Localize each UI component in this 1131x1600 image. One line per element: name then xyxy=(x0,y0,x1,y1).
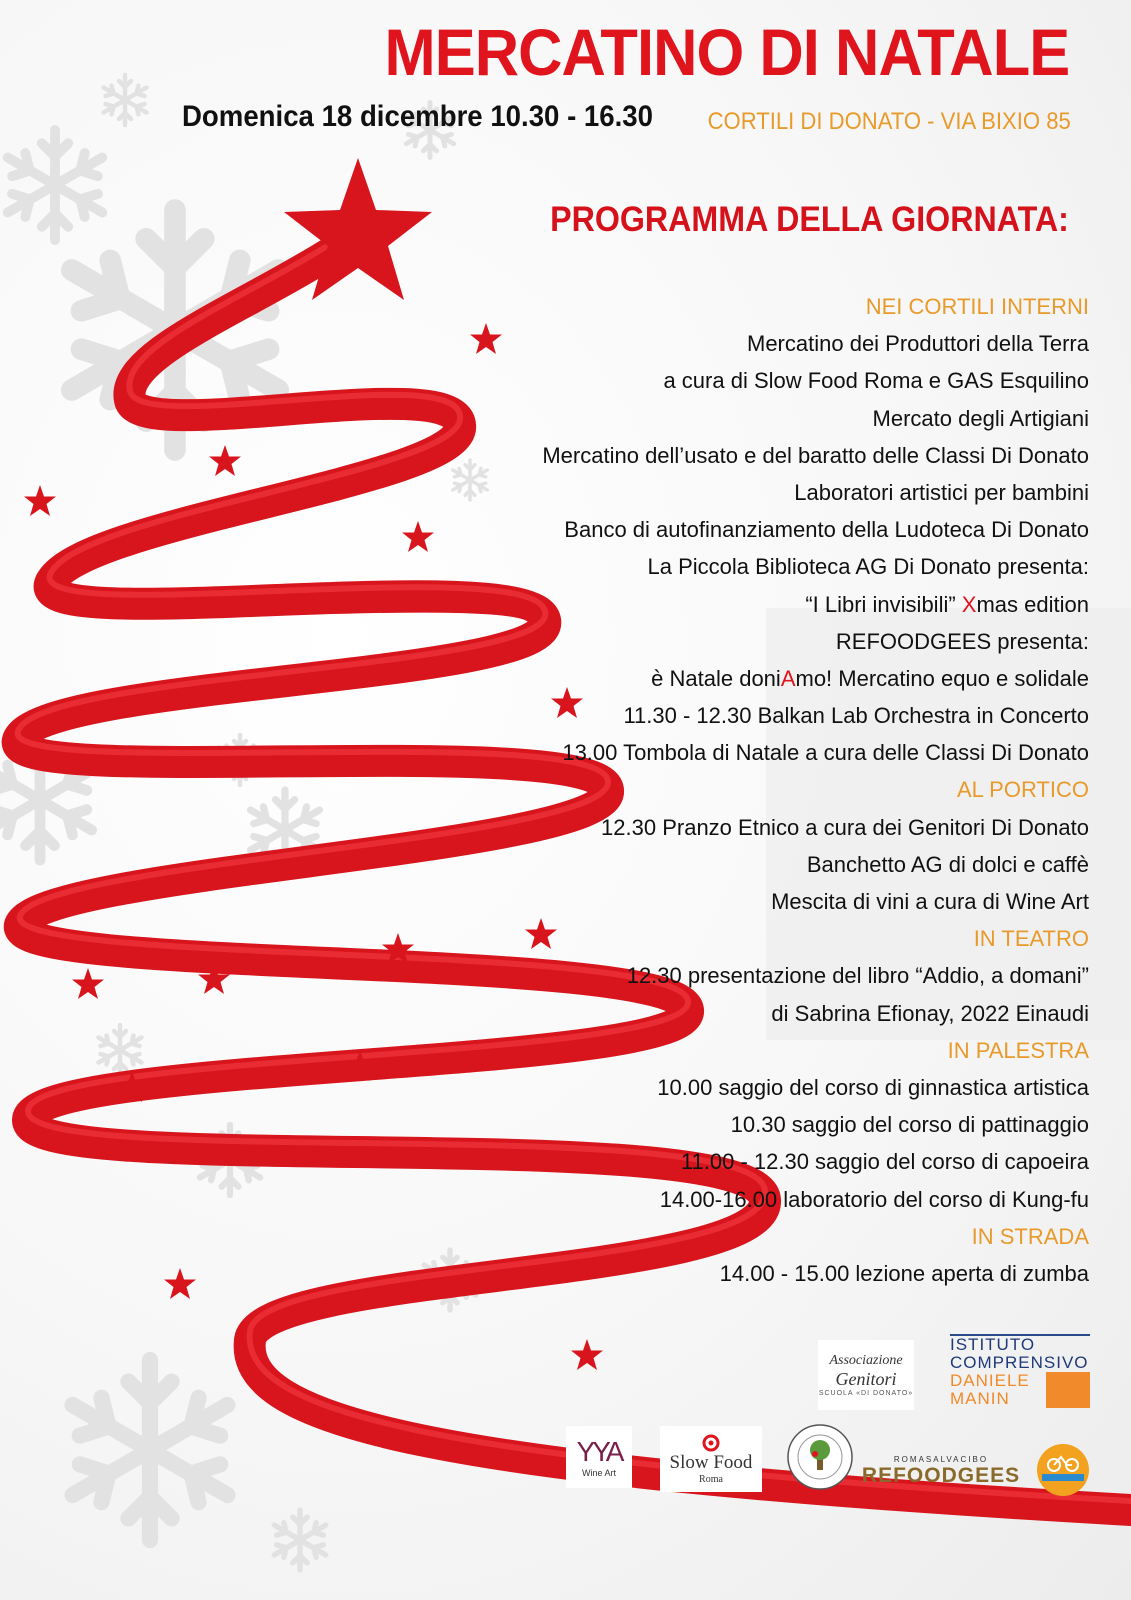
program-section-heading: IN PALESTRA xyxy=(947,1037,1089,1063)
ic-logo-orange-block xyxy=(1046,1372,1090,1408)
event-location: CORTILI DI DONATO - VIA BIXIO 85 xyxy=(707,108,1071,135)
program-item-before-text: è Natale doni xyxy=(651,665,781,691)
program-item: La Piccola Biblioteca AG Di Donato presenta: xyxy=(647,554,1089,580)
program-list xyxy=(369,288,1089,1292)
program-item: Laboratori artistici per bambini xyxy=(794,479,1089,505)
ic-logo-line3: DANIELE xyxy=(950,1371,1030,1390)
program-item: 10.30 saggio del corso di pattinaggio xyxy=(730,1112,1089,1138)
refoodgees-top-text: ROMASALVACIBO xyxy=(893,1454,989,1464)
program-item: REFOODGEES presenta: xyxy=(835,628,1089,654)
program-item xyxy=(369,586,1089,623)
program-item: 11.30 - 12.30 Balkan Lab Orchestra in Concerto xyxy=(623,703,1089,729)
program-item: 13.00 Tombola di Natale a cura delle Classi Di Donato xyxy=(562,740,1089,766)
program-item xyxy=(369,660,1089,697)
program-item: 11.00 - 12.30 saggio del corso di capoeira xyxy=(680,1149,1089,1175)
ic-logo-line2: COMPRENSIVO xyxy=(950,1353,1089,1372)
program-section-heading: IN TEATRO xyxy=(973,926,1089,952)
page-title: MERCATINO DI NATALE xyxy=(384,15,1069,89)
salviciclisti-logo xyxy=(1036,1443,1090,1497)
ic-logo-line4: MANIN xyxy=(950,1389,1010,1408)
program-item-after-text: mas edition xyxy=(976,591,1089,617)
program-item: Banco di autofinanziamento della Ludoteca Di Donato xyxy=(564,517,1089,543)
program-section-heading: AL PORTICO xyxy=(956,777,1089,803)
slow-food-logo xyxy=(660,1426,762,1492)
refoodgees-logo xyxy=(861,1446,1021,1496)
program-item: Mercatino dei Produttori della Terra xyxy=(747,331,1089,357)
program-item: 14.00 - 15.00 lezione aperta di zumba xyxy=(719,1260,1089,1286)
gas-esquilino-seal-icon xyxy=(785,1422,855,1492)
event-date: Domenica 18 dicembre 10.30 - 16.30 xyxy=(182,100,653,133)
slow-food-name: Slow Food xyxy=(669,1451,753,1473)
associazione-genitori-logo xyxy=(818,1340,914,1410)
program-title: PROGRAMMA DELLA GIORNATA: xyxy=(550,200,1069,239)
bicycle-badge-icon xyxy=(1036,1443,1090,1497)
program-item: Mercato degli Artigiani xyxy=(872,405,1089,431)
program-item: di Sabrina Efionay, 2022 Einaudi xyxy=(771,1000,1089,1026)
gas-esquilino-logo xyxy=(785,1422,855,1492)
snail-icon xyxy=(698,1434,724,1452)
program-section-heading: NEI CORTILI INTERNI xyxy=(865,294,1089,319)
ic-logo-line1: ISTITUTO xyxy=(950,1335,1036,1354)
program-item-before-text: “I Libri invisibili” xyxy=(805,591,962,617)
program-item: 12.30 Pranzo Etnico a cura dei Genitori Di Donato xyxy=(601,814,1089,840)
program-section-heading: IN STRADA xyxy=(971,1223,1089,1249)
program-item: 12.30 presentazione del libro “Addio, a domani” xyxy=(626,963,1089,989)
wine-art-name: Wine Art xyxy=(581,1468,616,1478)
program-item: 10.00 saggio del corso di ginnastica artistica xyxy=(657,1074,1089,1100)
wine-art-logo xyxy=(566,1426,632,1488)
wine-art-mark: YYA xyxy=(576,1436,622,1467)
assoc-logo-line1: Associazione xyxy=(829,1353,903,1368)
slow-food-city: Roma xyxy=(699,1473,723,1485)
program-item: Mescita di vini a cura di Wine Art xyxy=(771,889,1089,914)
program-item: 14.00-16.00 laboratorio del corso di Kung-fu xyxy=(659,1186,1089,1212)
program-item-red-text: A xyxy=(780,665,796,691)
program-item-red-text: X xyxy=(961,591,977,617)
program-item: Mercatino dell’usato e del baratto delle Classi Di Donato xyxy=(542,442,1089,468)
program-item-after-text: mo! Mercatino equo e solidale xyxy=(795,665,1089,691)
assoc-logo-line2: Genitori xyxy=(835,1369,897,1389)
istituto-comprensivo-logo xyxy=(950,1334,1090,1408)
refoodgees-name: REFOODGEES xyxy=(861,1463,1021,1487)
assoc-logo-line3: SCUOLA «DI DONATO» xyxy=(818,1390,914,1397)
program-item: Banchetto AG di dolci e caffè xyxy=(806,851,1089,877)
program-item: a cura di Slow Food Roma e GAS Esquilino xyxy=(663,368,1089,394)
